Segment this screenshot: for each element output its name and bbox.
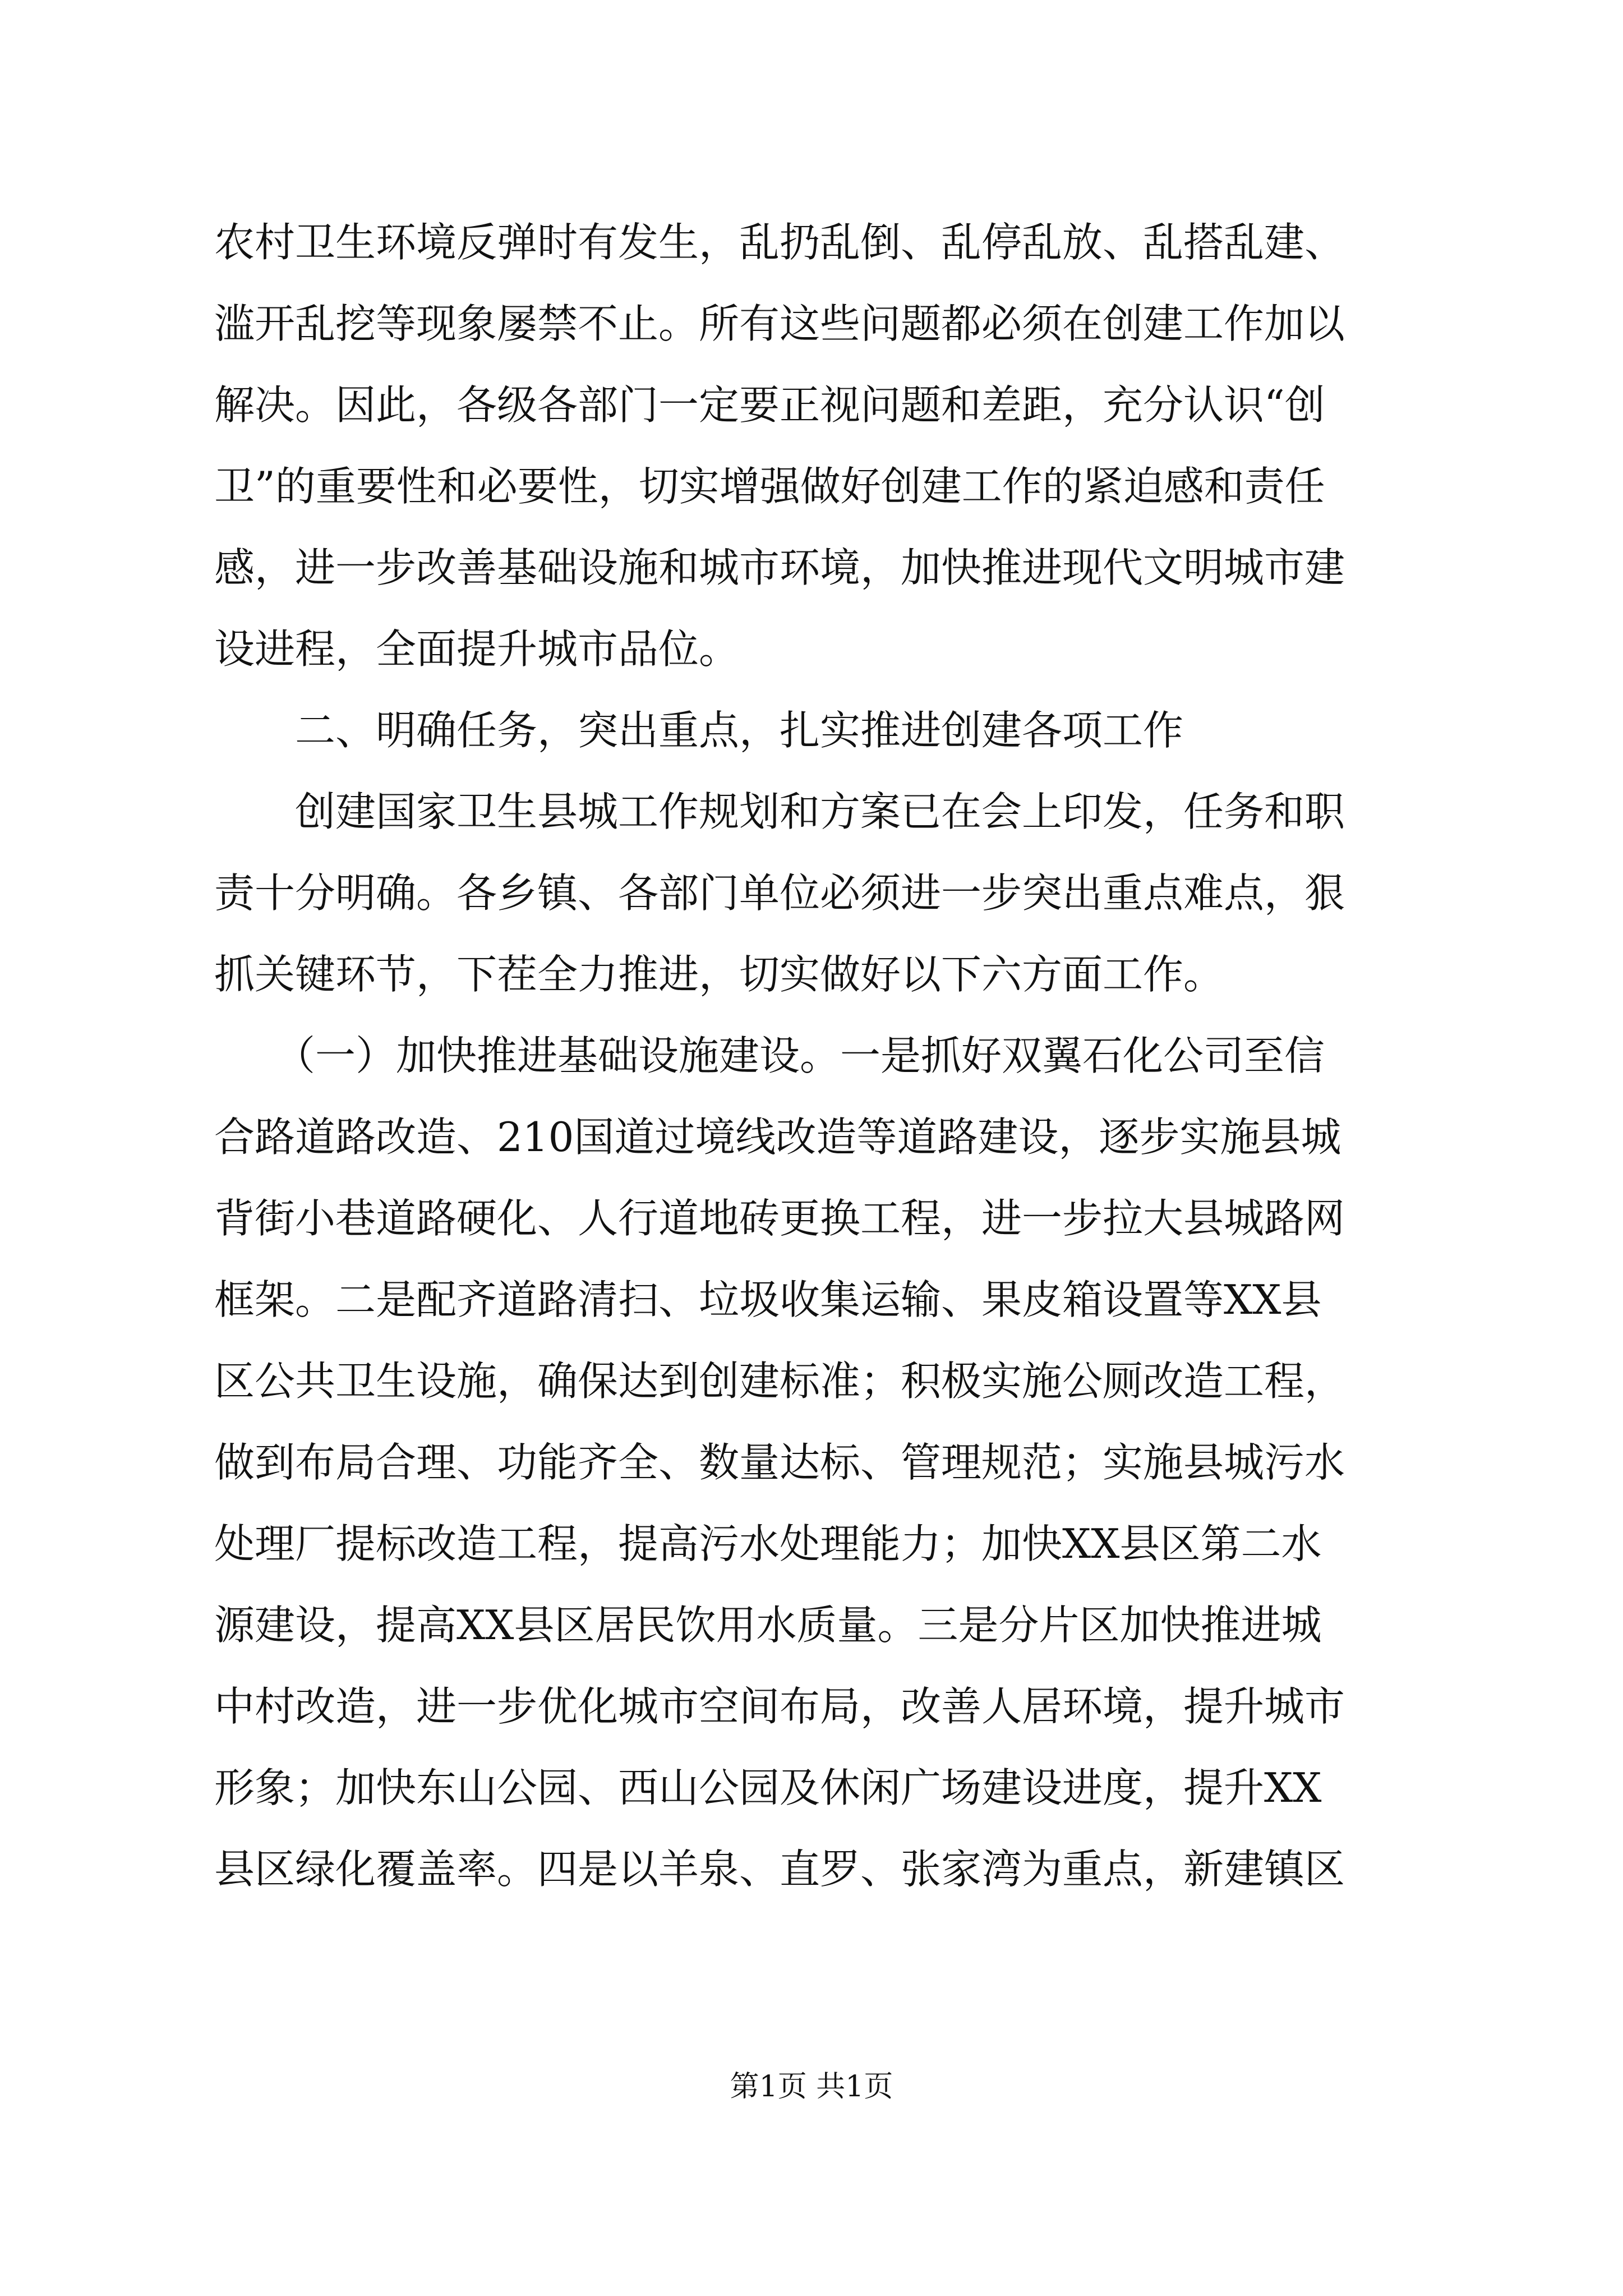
text-line: 感，进一步改善基础设施和城市环境，加快推进现代文明城市建 <box>214 544 1345 591</box>
text-line: 解决。因此，各级各部门一定要正视问题和差距，充分认识“创 <box>214 381 1325 429</box>
text-line: 形象；加快东山公园、西山公园及休闲广场建设进度，提升XX <box>214 1764 1322 1811</box>
text-line: 二、明确任务，突出重点，扎实推进创建各项工作 <box>214 707 1184 754</box>
text-line: 中村改造，进一步优化城市空间布局，改善人居环境，提升城市 <box>214 1683 1345 1730</box>
text-line: 农村卫生环境反弹时有发生，乱扔乱倒、乱停乱放、乱搭乱建、 <box>214 219 1345 266</box>
text-line: 卫”的重要性和必要性，切实增强做好创建工作的紧迫感和责任 <box>214 463 1325 510</box>
text-line: 做到布局合理、功能齐全、数量达标、管理规范；实施县城污水 <box>214 1439 1345 1486</box>
text-line: 合路道路改造、210国道过境线改造等道路建设，逐步实施县城 <box>214 1114 1341 1161</box>
paragraph-p3 <box>214 771 1409 1015</box>
text-line: 背街小巷道路硬化、人行道地砖更换工程，进一步拉大县城路网 <box>214 1195 1345 1242</box>
text-line: 创建国家卫生县城工作规划和方案已在会上印发，任务和职 <box>214 788 1345 835</box>
text-line: （一）加快推进基础设施建设。一是抓好双翼石化公司至信 <box>214 1032 1325 1079</box>
paragraph-p1 <box>214 202 1409 690</box>
text-line: 源建设，提高XX县区居民饮用水质量。三是分片区加快推进城 <box>214 1602 1322 1649</box>
text-line: 设进程，全面提升城市品位。 <box>214 625 740 673</box>
text-line: 滥开乱挖等现象屡禁不止。所有这些问题都必须在创建工作加以 <box>214 300 1345 347</box>
text-line: 抓关键环节，下茬全力推进，切实做好以下六方面工作。 <box>214 951 1224 998</box>
text-line: 县区绿化覆盖率。四是以羊泉、直罗、张家湾为重点，新建镇区 <box>214 1846 1345 1893</box>
text-line: 责十分明确。各乡镇、各部门单位必须进一步突出重点难点，狠 <box>214 869 1345 917</box>
paragraph-p4 <box>214 1015 1409 1910</box>
text-line: 处理厂提标改造工程，提高污水处理能力；加快XX县区第二水 <box>214 1520 1322 1567</box>
page-footer: 第1页 共1页 <box>730 2070 893 2104</box>
paragraph-p2 <box>214 690 1409 771</box>
text-line: 区公共卫生设施，确保达到创建标准；积极实施公厕改造工程， <box>214 1358 1345 1405</box>
document-body <box>214 202 1409 1910</box>
text-line: 框架。二是配齐道路清扫、垃圾收集运输、果皮箱设置等XX县 <box>214 1276 1322 1323</box>
